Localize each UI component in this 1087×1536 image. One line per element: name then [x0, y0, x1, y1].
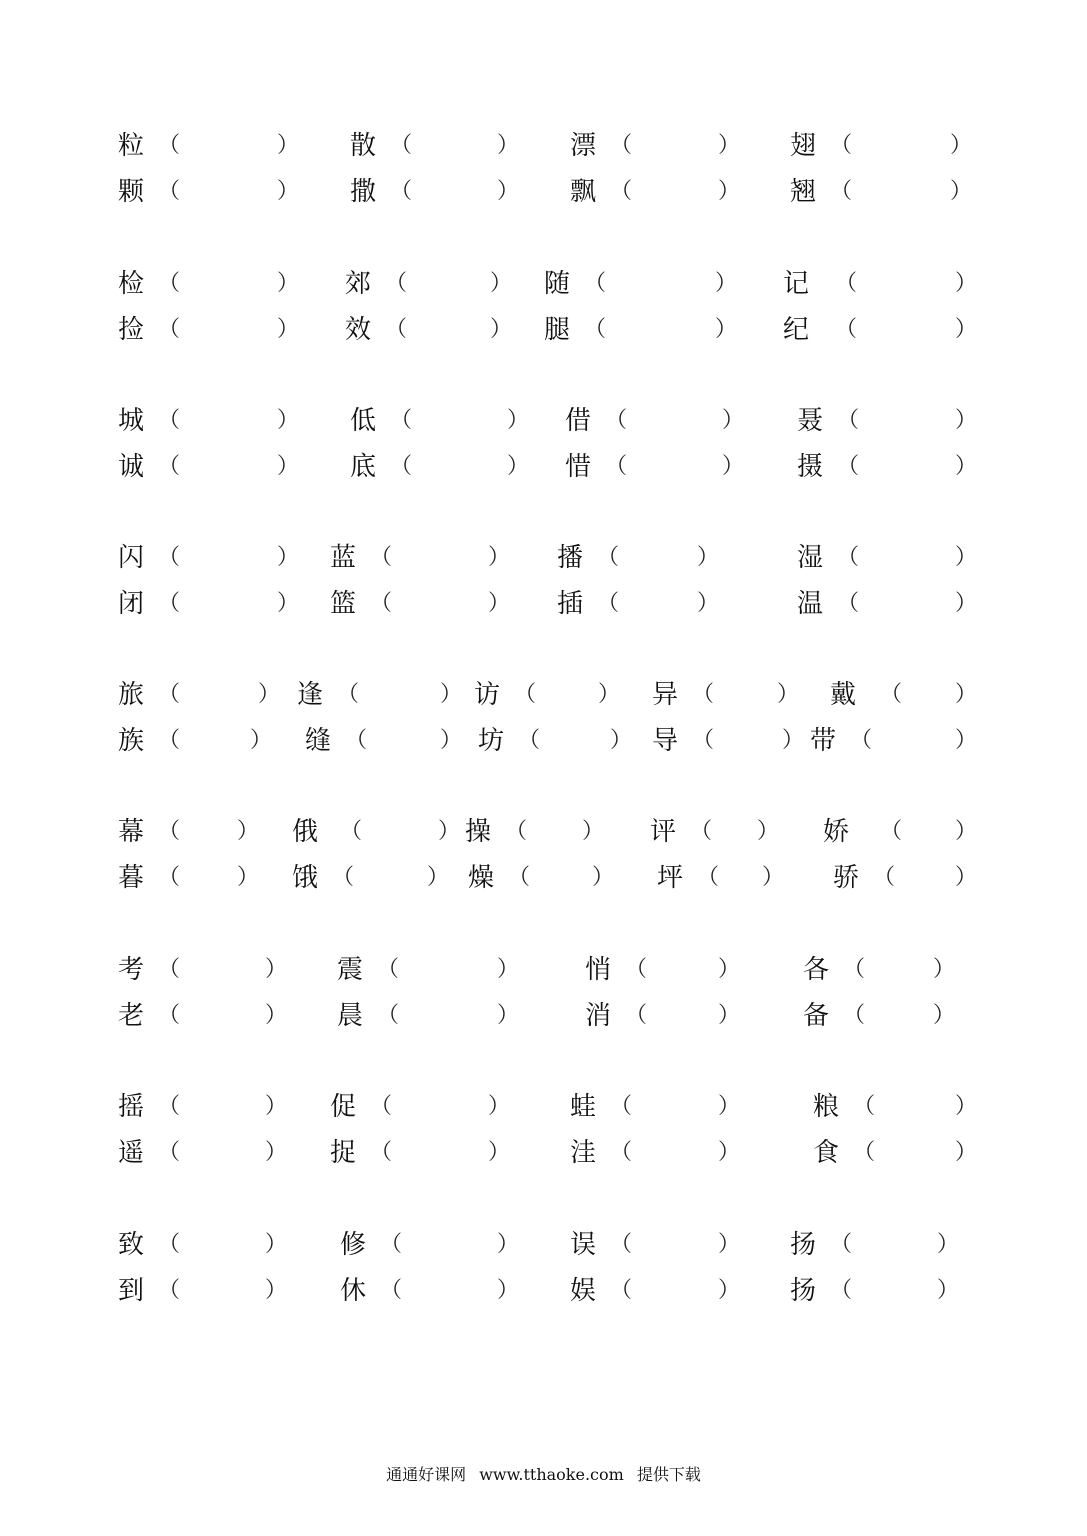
- close-bracket: ）: [440, 682, 463, 707]
- open-bracket: （: [880, 819, 903, 844]
- open-bracket: （: [158, 1003, 181, 1028]
- worksheet-row: [0, 721, 1087, 761]
- close-bracket: ）: [490, 271, 513, 296]
- character: 戴: [830, 680, 857, 710]
- worksheet-row: [0, 858, 1087, 898]
- open-bracket: （: [370, 1094, 393, 1119]
- close-bracket: ）: [507, 454, 530, 479]
- close-bracket: ）: [718, 957, 741, 982]
- character: 蓝: [330, 543, 357, 573]
- character: 休: [340, 1276, 367, 1306]
- character: 俄: [292, 817, 319, 847]
- character: 捉: [330, 1138, 357, 1168]
- open-bracket: （: [610, 1094, 633, 1119]
- character: 骄: [833, 863, 860, 893]
- open-bracket: （: [158, 408, 181, 433]
- character: 促: [330, 1092, 357, 1122]
- open-bracket: （: [158, 1232, 181, 1257]
- worksheet-row: [0, 538, 1087, 578]
- character: 摄: [797, 452, 824, 482]
- character: 播: [557, 543, 584, 573]
- close-bracket: ）: [488, 591, 511, 616]
- close-bracket: ）: [937, 1278, 960, 1303]
- open-bracket: （: [837, 545, 860, 570]
- character: 城: [118, 406, 145, 436]
- open-bracket: （: [605, 454, 628, 479]
- character: 幕: [118, 817, 145, 847]
- character: 食: [813, 1138, 840, 1168]
- close-bracket: ）: [955, 591, 978, 616]
- close-bracket: ）: [722, 454, 745, 479]
- character: 湿: [797, 543, 824, 573]
- close-bracket: ）: [782, 728, 805, 753]
- open-bracket: （: [690, 819, 713, 844]
- close-bracket: ）: [718, 133, 741, 158]
- close-bracket: ）: [718, 1094, 741, 1119]
- open-bracket: （: [332, 865, 355, 890]
- worksheet-row: [0, 584, 1087, 624]
- character: 粮: [813, 1092, 840, 1122]
- close-bracket: ）: [950, 179, 973, 204]
- open-bracket: （: [610, 1232, 633, 1257]
- open-bracket: （: [597, 545, 620, 570]
- open-bracket: （: [835, 271, 858, 296]
- worksheet-row: [0, 1133, 1087, 1173]
- open-bracket: （: [158, 1140, 181, 1165]
- worksheet-row: [0, 264, 1087, 304]
- open-bracket: （: [605, 408, 628, 433]
- open-bracket: （: [625, 1003, 648, 1028]
- open-bracket: （: [158, 1278, 181, 1303]
- open-bracket: （: [377, 957, 400, 982]
- open-bracket: （: [505, 819, 528, 844]
- open-bracket: （: [610, 1278, 633, 1303]
- open-bracket: （: [610, 179, 633, 204]
- close-bracket: ）: [277, 317, 300, 342]
- close-bracket: ）: [757, 819, 780, 844]
- character: 娱: [570, 1276, 597, 1306]
- close-bracket: ）: [277, 591, 300, 616]
- open-bracket: （: [340, 819, 363, 844]
- close-bracket: ）: [488, 1140, 511, 1165]
- close-bracket: ）: [715, 317, 738, 342]
- character: 粒: [118, 131, 145, 161]
- open-bracket: （: [158, 271, 181, 296]
- close-bracket: ）: [955, 819, 978, 844]
- character: 到: [118, 1276, 145, 1306]
- open-bracket: （: [158, 545, 181, 570]
- close-bracket: ）: [955, 317, 978, 342]
- character: 效: [345, 315, 372, 345]
- character: 逢: [297, 680, 324, 710]
- close-bracket: ）: [955, 728, 978, 753]
- open-bracket: （: [158, 682, 181, 707]
- close-bracket: ）: [497, 179, 520, 204]
- close-bracket: ）: [955, 1094, 978, 1119]
- character: 暮: [118, 863, 145, 893]
- worksheet-row: [0, 950, 1087, 990]
- open-bracket: （: [345, 728, 368, 753]
- close-bracket: ）: [955, 408, 978, 433]
- open-bracket: （: [380, 1278, 403, 1303]
- character: 扬: [790, 1230, 817, 1260]
- close-bracket: ）: [440, 728, 463, 753]
- open-bracket: （: [390, 408, 413, 433]
- character: 颗: [118, 177, 145, 207]
- close-bracket: ）: [265, 1003, 288, 1028]
- character: 评: [650, 817, 677, 847]
- close-bracket: ）: [955, 271, 978, 296]
- character: 低: [350, 406, 377, 436]
- character: 修: [340, 1230, 367, 1260]
- open-bracket: （: [158, 1094, 181, 1119]
- close-bracket: ）: [497, 133, 520, 158]
- open-bracket: （: [390, 179, 413, 204]
- character: 温: [797, 589, 824, 619]
- worksheet-row: [0, 1225, 1087, 1265]
- open-bracket: （: [377, 1003, 400, 1028]
- worksheet-row: [0, 310, 1087, 350]
- character: 篮: [330, 589, 357, 619]
- close-bracket: ）: [697, 591, 720, 616]
- open-bracket: （: [843, 1003, 866, 1028]
- character: 坪: [657, 863, 684, 893]
- close-bracket: ）: [277, 545, 300, 570]
- footer-suffix: 提供下载: [636, 1465, 701, 1484]
- close-bracket: ）: [438, 819, 461, 844]
- close-bracket: ）: [265, 1278, 288, 1303]
- character: 惜: [565, 452, 592, 482]
- open-bracket: （: [390, 133, 413, 158]
- open-bracket: （: [158, 133, 181, 158]
- open-bracket: （: [837, 408, 860, 433]
- character: 各: [803, 955, 830, 985]
- character: 老: [118, 1001, 145, 1031]
- character: 聂: [797, 406, 824, 436]
- character: 纪: [783, 315, 810, 345]
- close-bracket: ）: [277, 133, 300, 158]
- open-bracket: （: [158, 591, 181, 616]
- character: 悄: [585, 955, 612, 985]
- character: 记: [783, 269, 810, 299]
- character: 操: [465, 817, 492, 847]
- worksheet-row: [0, 1271, 1087, 1311]
- close-bracket: ）: [497, 1003, 520, 1028]
- open-bracket: （: [158, 819, 181, 844]
- character: 闭: [118, 589, 145, 619]
- character: 郊: [345, 269, 372, 299]
- close-bracket: ）: [950, 133, 973, 158]
- open-bracket: （: [158, 728, 181, 753]
- open-bracket: （: [508, 865, 531, 890]
- character: 燥: [468, 863, 495, 893]
- character: 晨: [337, 1001, 364, 1031]
- character: 检: [118, 269, 145, 299]
- open-bracket: （: [518, 728, 541, 753]
- open-bracket: （: [837, 454, 860, 479]
- character: 备: [803, 1001, 830, 1031]
- worksheet-row: [0, 447, 1087, 487]
- open-bracket: （: [597, 591, 620, 616]
- open-bracket: （: [830, 1232, 853, 1257]
- character: 导: [652, 726, 679, 756]
- close-bracket: ）: [955, 545, 978, 570]
- close-bracket: ）: [258, 682, 281, 707]
- open-bracket: （: [158, 865, 181, 890]
- character: 翅: [790, 131, 817, 161]
- open-bracket: （: [514, 682, 537, 707]
- open-bracket: （: [337, 682, 360, 707]
- character: 坊: [478, 726, 505, 756]
- close-bracket: ）: [265, 957, 288, 982]
- open-bracket: （: [390, 454, 413, 479]
- open-bracket: （: [625, 957, 648, 982]
- character: 族: [118, 726, 145, 756]
- close-bracket: ）: [715, 271, 738, 296]
- open-bracket: （: [385, 271, 408, 296]
- character: 捡: [118, 315, 145, 345]
- worksheet-row: [0, 996, 1087, 1036]
- open-bracket: （: [370, 545, 393, 570]
- character: 饿: [292, 863, 319, 893]
- close-bracket: ）: [937, 1232, 960, 1257]
- character: 腿: [544, 315, 571, 345]
- worksheet-row: [0, 675, 1087, 715]
- close-bracket: ）: [598, 682, 621, 707]
- open-bracket: （: [610, 133, 633, 158]
- character: 消: [585, 1001, 612, 1031]
- close-bracket: ）: [488, 545, 511, 570]
- character: 摇: [118, 1092, 145, 1122]
- open-bracket: （: [830, 1278, 853, 1303]
- open-bracket: （: [584, 317, 607, 342]
- open-bracket: （: [692, 682, 715, 707]
- character: 异: [652, 680, 679, 710]
- close-bracket: ）: [427, 865, 450, 890]
- close-bracket: ）: [610, 728, 633, 753]
- open-bracket: （: [835, 317, 858, 342]
- open-bracket: （: [158, 454, 181, 479]
- close-bracket: ）: [490, 317, 513, 342]
- close-bracket: ）: [933, 957, 956, 982]
- character: 随: [544, 269, 571, 299]
- close-bracket: ）: [955, 1140, 978, 1165]
- close-bracket: ）: [582, 819, 605, 844]
- close-bracket: ）: [718, 179, 741, 204]
- close-bracket: ）: [933, 1003, 956, 1028]
- character: 翘: [790, 177, 817, 207]
- close-bracket: ）: [592, 865, 615, 890]
- worksheet-row: [0, 401, 1087, 441]
- close-bracket: ）: [497, 957, 520, 982]
- open-bracket: （: [843, 957, 866, 982]
- open-bracket: （: [380, 1232, 403, 1257]
- close-bracket: ）: [955, 454, 978, 479]
- worksheet-row: [0, 1087, 1087, 1127]
- character: 底: [350, 452, 377, 482]
- close-bracket: ）: [507, 408, 530, 433]
- character: 借: [565, 406, 592, 436]
- character: 闪: [118, 543, 145, 573]
- character: 插: [557, 589, 584, 619]
- open-bracket: （: [873, 865, 896, 890]
- close-bracket: ）: [277, 271, 300, 296]
- open-bracket: （: [370, 591, 393, 616]
- close-bracket: ）: [277, 408, 300, 433]
- open-bracket: （: [584, 271, 607, 296]
- character: 缝: [305, 726, 332, 756]
- close-bracket: ）: [497, 1232, 520, 1257]
- open-bracket: （: [853, 1094, 876, 1119]
- close-bracket: ）: [250, 728, 273, 753]
- open-bracket: （: [880, 682, 903, 707]
- footer-url[interactable]: www.tthaoke.com: [479, 1465, 624, 1484]
- close-bracket: ）: [722, 408, 745, 433]
- character: 带: [810, 726, 837, 756]
- open-bracket: （: [837, 591, 860, 616]
- close-bracket: ）: [718, 1003, 741, 1028]
- character: 致: [118, 1230, 145, 1260]
- open-bracket: （: [697, 865, 720, 890]
- open-bracket: （: [830, 179, 853, 204]
- open-bracket: （: [830, 133, 853, 158]
- open-bracket: （: [158, 179, 181, 204]
- character: 扬: [790, 1276, 817, 1306]
- close-bracket: ）: [777, 682, 800, 707]
- character: 飘: [570, 177, 597, 207]
- worksheet-row: [0, 812, 1087, 852]
- close-bracket: ）: [277, 454, 300, 479]
- close-bracket: ）: [237, 865, 260, 890]
- close-bracket: ）: [265, 1094, 288, 1119]
- character: 旅: [118, 680, 145, 710]
- close-bracket: ）: [955, 865, 978, 890]
- character: 蛙: [570, 1092, 597, 1122]
- worksheet-row: [0, 126, 1087, 166]
- character: 娇: [823, 817, 850, 847]
- footer-site-name: 通通好课网: [386, 1465, 467, 1484]
- character: 撒: [350, 177, 377, 207]
- worksheet-row: [0, 172, 1087, 212]
- close-bracket: ）: [488, 1094, 511, 1119]
- close-bracket: ）: [497, 1278, 520, 1303]
- footer: [0, 1462, 1087, 1485]
- close-bracket: ）: [718, 1232, 741, 1257]
- open-bracket: （: [853, 1140, 876, 1165]
- close-bracket: ）: [762, 865, 785, 890]
- character: 访: [474, 680, 501, 710]
- character: 散: [350, 131, 377, 161]
- close-bracket: ）: [265, 1140, 288, 1165]
- close-bracket: ）: [718, 1278, 741, 1303]
- character: 漂: [570, 131, 597, 161]
- character: 误: [570, 1230, 597, 1260]
- open-bracket: （: [850, 728, 873, 753]
- character: 洼: [570, 1138, 597, 1168]
- open-bracket: （: [158, 317, 181, 342]
- open-bracket: （: [385, 317, 408, 342]
- character: 震: [337, 955, 364, 985]
- close-bracket: ）: [237, 819, 260, 844]
- close-bracket: ）: [265, 1232, 288, 1257]
- close-bracket: ）: [697, 545, 720, 570]
- character: 诚: [118, 452, 145, 482]
- character: 考: [118, 955, 145, 985]
- character: 遥: [118, 1138, 145, 1168]
- open-bracket: （: [610, 1140, 633, 1165]
- close-bracket: ）: [718, 1140, 741, 1165]
- close-bracket: ）: [277, 179, 300, 204]
- close-bracket: ）: [955, 682, 978, 707]
- open-bracket: （: [370, 1140, 393, 1165]
- open-bracket: （: [692, 728, 715, 753]
- open-bracket: （: [158, 957, 181, 982]
